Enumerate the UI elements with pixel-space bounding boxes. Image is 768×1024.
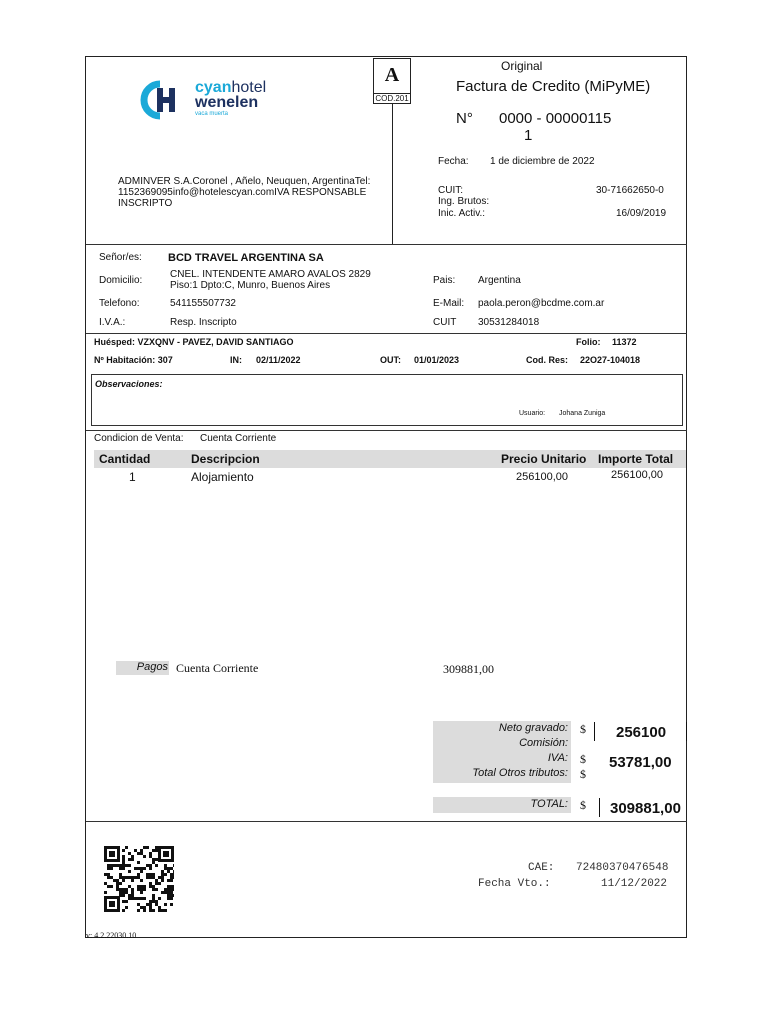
col-precio: Precio Unitario (501, 452, 587, 466)
senor-label: Señor/es: (99, 252, 142, 263)
row-precio: 256100,00 (516, 471, 568, 483)
table-row (94, 469, 686, 485)
issuer-address-line1: ADMINVER S.A.Coronel , Añelo, Neuquen, ArgentinaTel: (118, 176, 371, 187)
client-iva-value: Resp. Inscripto (170, 317, 237, 328)
codres-value: 22O27-104018 (580, 355, 641, 365)
iva-label: IVA: (547, 752, 568, 764)
row-importe: 256100,00 (611, 469, 663, 481)
in-value: 02/11/2022 (256, 355, 301, 365)
pagos-amount: 309881,00 (443, 662, 494, 676)
folio-label: Folio: (576, 337, 601, 347)
telefono-value: 541155507732 (170, 298, 236, 309)
email-value: paola.peron@bcdme.com.ar (478, 298, 605, 309)
condicion-value: Cuenta Corriente (200, 433, 277, 444)
row-descripcion: Alojamiento (191, 470, 254, 484)
domicilio-line1: CNEL. INTENDENTE AMARO AVALOS 2829 (170, 269, 371, 280)
neto-currency: $ (580, 722, 586, 736)
inic-activ-value: 16/09/2019 (616, 208, 667, 219)
otros-label: Total Otros tributos: (472, 767, 568, 779)
header-cuit-value: 30-71662650-0 (596, 185, 664, 196)
client-cuit-label: CUIT (433, 317, 457, 328)
invoice-letter-box (373, 58, 411, 104)
senor-value: BCD TRAVEL ARGENTINA SA (168, 252, 324, 264)
otros-currency: $ (580, 767, 586, 781)
invoice-cod: COD.201 (375, 94, 409, 103)
header-cuit-label: CUIT: (438, 185, 463, 196)
telefono-label: Telefono: (99, 298, 140, 309)
col-descripcion: Descripcion (191, 452, 260, 466)
fecha-label: Fecha: (438, 156, 469, 167)
hotel-logo (140, 78, 290, 124)
iva-currency: $ (580, 752, 586, 766)
qr-code-icon (104, 846, 174, 912)
issuer-address (118, 176, 370, 209)
divider-client (86, 333, 687, 334)
neto-value: 256100 (616, 724, 667, 741)
items-table-header (94, 450, 686, 468)
pagos-method: Cuenta Corriente (176, 661, 259, 675)
col-importe: Importe Total (598, 452, 674, 466)
iva-value: 53781,00 (609, 754, 672, 771)
number-label: N° (456, 110, 473, 127)
domicilio-label: Domicilio: (99, 275, 143, 286)
total-currency: $ (580, 798, 586, 812)
doc-title: Factura de Credito (MiPyME) (456, 78, 651, 95)
neto-bar (594, 722, 595, 741)
invoice-letter: A (384, 64, 400, 86)
vto-label: Fecha Vto.: (478, 878, 551, 890)
pais-value: Argentina (478, 275, 521, 286)
total-value: 309881,00 (610, 800, 681, 817)
email-label: E-Mail: (433, 298, 465, 309)
divider-stay (86, 430, 687, 431)
neto-bar-right (686, 722, 687, 741)
logo-brand-b: hotel (231, 79, 267, 96)
observaciones-label: Observaciones: (95, 379, 163, 389)
inic-activ-label: Inic. Activ.: (438, 208, 486, 219)
fecha-value: 1 de diciembre de 2022 (490, 156, 595, 167)
out-label: OUT: (380, 355, 401, 365)
copy-type: Original (501, 59, 543, 73)
cae-value: 72480370476548 (576, 862, 669, 874)
out-value: 01/01/2023 (414, 355, 460, 365)
version-text: v: 4.2.22030.10 (86, 931, 137, 939)
usuario-value: Johana Zuniga (559, 410, 606, 417)
ing-brutos-label: Ing. Brutos: (438, 196, 490, 207)
client-cuit-value: 30531284018 (478, 317, 540, 328)
logo-brand-a: cyan (195, 79, 232, 96)
domicilio-value (170, 269, 371, 291)
codres-label: Cod. Res: (526, 355, 569, 365)
domicilio-line2: Piso:1 Dpto:C, Munro, Buenos Aires (170, 280, 331, 291)
vto-value: 11/12/2022 (601, 878, 668, 890)
habitacion: Nº Habitación: 307 (94, 355, 173, 365)
col-cantidad: Cantidad (99, 452, 151, 466)
logo-mark-icon (140, 80, 182, 120)
pagos-label: Pagos (116, 661, 169, 675)
huesped: Huésped: VZXQNV - PAVEZ, DAVID SANTIAGO (94, 337, 294, 347)
row-cantidad: 1 (129, 470, 136, 484)
comision-label: Comisión: (519, 737, 568, 749)
client-iva-label: I.V.A.: (99, 317, 126, 328)
folio-value: 11372 (612, 337, 637, 347)
observaciones-box (91, 374, 683, 426)
number-value: 0000 - 00000115 (499, 110, 612, 127)
in-label: IN: (230, 355, 242, 365)
logo-brand-line2: wenelen (195, 94, 259, 111)
issuer-address-line2: 1152369095info@hotelescyan.comIVA RESPONSABLE (118, 187, 367, 198)
number-value-2: 1 (524, 127, 533, 144)
logo-brand-sub: vaca muerta (195, 111, 229, 117)
total-bar (599, 798, 600, 817)
header-divider (392, 104, 393, 244)
usuario-label: Usuario: (519, 410, 546, 417)
neto-label: Neto gravado: (498, 722, 568, 734)
cae-label: CAE: (528, 862, 555, 874)
condicion-label: Condicion de Venta: (94, 433, 184, 444)
divider-header (86, 244, 687, 245)
issuer-address-line3: INSCRIPTO (118, 198, 173, 209)
total-label: TOTAL: (530, 798, 568, 810)
pais-label: Pais: (433, 275, 456, 286)
divider-totals (86, 821, 687, 822)
